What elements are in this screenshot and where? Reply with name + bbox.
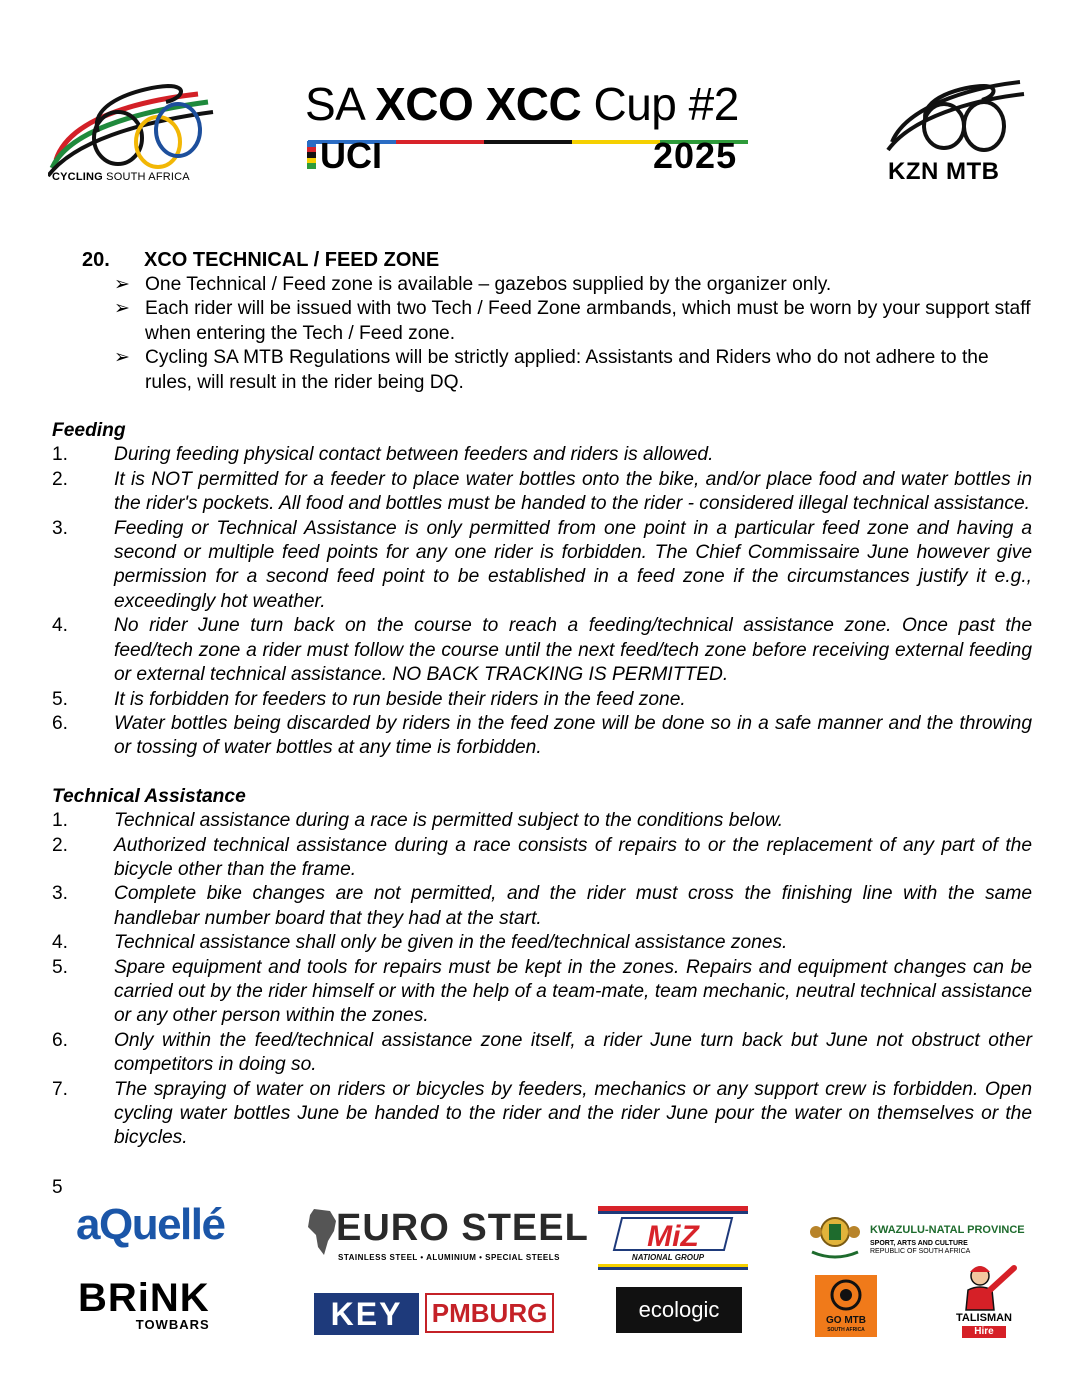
coat-of-arms-icon bbox=[806, 1208, 864, 1260]
arrow-bullet-icon: ➢ bbox=[114, 347, 131, 369]
bike-gear-icon bbox=[815, 1275, 877, 1315]
brink-towbars-logo: BRiNK TOWBARS bbox=[78, 1276, 210, 1332]
list-item: 4. Technical assistance shall only be given in the feed/technical assistance zones. bbox=[52, 932, 788, 954]
bullet-item: ➢ Each rider will be issued with two Tech / Feed Zone armbands, which must be worn by your support staff when entering the Tech / Feed zone. bbox=[114, 297, 1032, 346]
technical-list bbox=[52, 809, 1032, 1151]
arrow-bullet-icon: ➢ bbox=[114, 274, 131, 295]
kzn-mtb-logo bbox=[886, 78, 1026, 162]
kzn-mtb-caption: KZN MTB bbox=[888, 158, 1000, 185]
list-item: 6. Only within the feed/technical assistance zone itself, a rider June turn back but June not obstruct other competitors in doing so. bbox=[52, 1029, 1032, 1076]
list-item: 7. The spraying of water on riders or bicycles by feeders, mechanics or any support crew is forbidden. Open cycling water bottles June be handed to the rider and the rider June pour the water on themselves or the bicycles. bbox=[52, 1078, 1032, 1149]
euro-steel-logo: EURO STEEL STAINLESS STEEL • ALUMINIUM • SPECIAL STEELS bbox=[306, 1205, 556, 1267]
csa-caption: CYCLING SOUTH AFRICA bbox=[52, 171, 190, 183]
event-title: SA XCO XCC Cup #2 bbox=[305, 78, 739, 130]
go-mtb-logo: GO MTB SOUTH AFRICA bbox=[815, 1275, 877, 1337]
miz-logo bbox=[598, 1206, 748, 1270]
list-item: 3. Complete bike changes are not permitted, and the rider must cross the finishing line with the same handlebar number board that they had at the start. bbox=[52, 883, 1032, 929]
section-title: XCO TECHNICAL / FEED ZONE bbox=[144, 249, 440, 271]
section-number: 20. bbox=[82, 249, 110, 271]
cycling-south-africa-logo bbox=[48, 72, 218, 184]
event-year: 2025 bbox=[653, 135, 738, 176]
list-item: 5. Spare equipment and tools for repairs must be kept in the zones. Repairs and equipment changes can be carried out by the rider himself or with the help of a team-mate, team mechanic, neutral technical assistance or any other person within the zones. bbox=[52, 956, 1032, 1027]
page-number: 5 bbox=[52, 1177, 63, 1198]
list-item: 2. Authorized technical assistance during a race consists of repairs to or the replacement of any part of the bicycle other than the frame. bbox=[52, 834, 1032, 880]
pointing-man-icon bbox=[944, 1262, 1024, 1312]
kzn-province-logo: KWAZULU-NATAL PROVINCE SPORT, ARTS AND CULTURE REPUBLIC OF SOUTH AFRICA bbox=[806, 1208, 1030, 1260]
document-body bbox=[52, 247, 1032, 1151]
list-item: 4. No rider June turn back on the course to reach a feeding/technical assistance zone. Once past the feed/tech zone a rider must follow the course until the next feed/tech zone before receiving external feeding or external technical assistance. NO BACK TRACKING IS PERMITTED. bbox=[52, 615, 1032, 686]
feeding-heading: Feeding bbox=[52, 420, 126, 442]
list-item: 3. Feeding or Technical Assistance is only permitted from one point in a particular feed zone and having a second or multiple feed points for any one rider is forbidden. The Chief Commissaire June however give permission for a second feed point to be established in a feed zone if the circumstances justify it e.g., exceedingly hot weather. bbox=[52, 517, 1032, 612]
list-item: 1. During feeding physical contact between feeders and riders is allowed. bbox=[52, 444, 714, 466]
svg-text:NATIONAL GROUP: NATIONAL GROUP bbox=[631, 1253, 705, 1262]
list-item: 5. It is forbidden for feeders to run beside their riders in the feed zone. bbox=[52, 688, 686, 710]
svg-text:MiZ: MiZ bbox=[647, 1220, 699, 1253]
arrow-bullet-icon: ➢ bbox=[114, 298, 131, 320]
uci-color-bars bbox=[307, 141, 316, 169]
section-bullets bbox=[114, 273, 1032, 395]
key-pmburg-logo: KEY PMBURG bbox=[314, 1293, 554, 1335]
technical-heading: Technical Assistance bbox=[52, 785, 246, 807]
feeding-list bbox=[52, 443, 1032, 760]
list-item: 2. It is NOT permitted for a feeder to place water bottles onto the bike, and/or place food and water bottles in the rider's pockets. All food and bottles must be handed to the rider - considered illegal technical assistance. bbox=[52, 468, 1032, 515]
talisman-hire-logo: TALISMAN Hire bbox=[944, 1262, 1024, 1340]
bullet-item: ➢ Cycling SA MTB Regulations will be strictly applied: Assistants and Riders who do not adhere to the rules, will result in the rider being DQ. bbox=[114, 346, 1032, 395]
aquelle-logo: aQuellé bbox=[76, 1200, 225, 1249]
section-heading bbox=[82, 247, 1032, 273]
africa-map-icon bbox=[306, 1207, 340, 1259]
ecologic-logo: ecologic bbox=[616, 1287, 742, 1333]
bullet-item: ➢ One Technical / Feed zone is available – gazebos supplied by the organizer only. bbox=[114, 273, 1032, 297]
list-item: 6. Water bottles being discarded by riders in the feed zone will be done so in a safe manner and the throwing or tossing of water bottles at any time is forbidden. bbox=[52, 712, 1032, 759]
list-item: 1. Technical assistance during a race is permitted subject to the conditions below. bbox=[52, 810, 784, 832]
uci-label: UCI bbox=[320, 135, 382, 176]
